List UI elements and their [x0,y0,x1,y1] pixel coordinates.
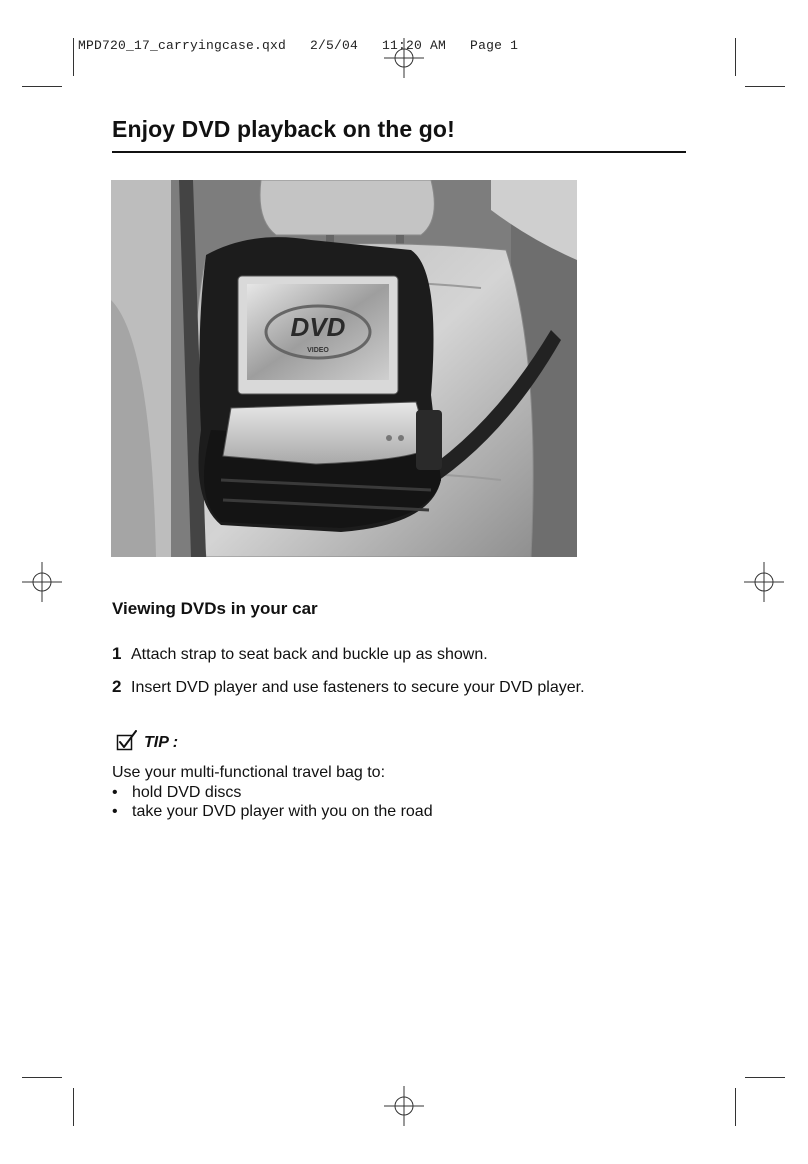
registration-mark-left [22,562,62,602]
section-title: Viewing DVDs in your car [112,599,318,618]
crop-mark [735,1088,736,1126]
tip-list [112,783,433,821]
step-2 [112,677,585,697]
crop-mark [22,86,62,87]
screen-logo: DVD [290,312,346,342]
list-item [112,802,433,821]
tip-label: TIP : [144,734,179,751]
crop-mark [22,1077,62,1078]
list-item [112,783,433,802]
page-title: Enjoy DVD playback on the go! [112,116,455,142]
step-number: 1 [112,644,122,663]
checkmark-box-icon [116,730,138,752]
crop-mark [73,1088,74,1126]
registration-mark-bottom [384,1086,424,1126]
tip-intro: Use your multi-functional travel bag to: [112,764,386,781]
step-1 [112,644,488,664]
list-item-text: take your DVD player with you on the road [132,803,433,820]
crop-mark [745,86,785,87]
crop-mark [745,1077,785,1078]
registration-mark-top [384,38,424,78]
tip-header [116,730,178,752]
step-number: 2 [112,677,122,696]
crop-mark [73,38,74,76]
step-text: Insert DVD player and use fasteners to secure your DVD player. [131,679,585,696]
screen-subtitle: VIDEO [307,347,329,354]
crop-mark [735,38,736,76]
registration-mark-right [744,562,784,602]
slug-line: MPD720_17_carryingcase.qxd 2/5/04 11:20 AM Page 1 [78,38,519,53]
car-seat-illustration [111,180,577,557]
list-item-text: hold DVD discs [132,784,242,801]
bullet: • [112,784,118,801]
title-rule [112,151,686,153]
bullet: • [112,803,118,820]
product-photo [111,180,577,557]
step-text: Attach strap to seat back and buckle up as shown. [131,646,488,663]
